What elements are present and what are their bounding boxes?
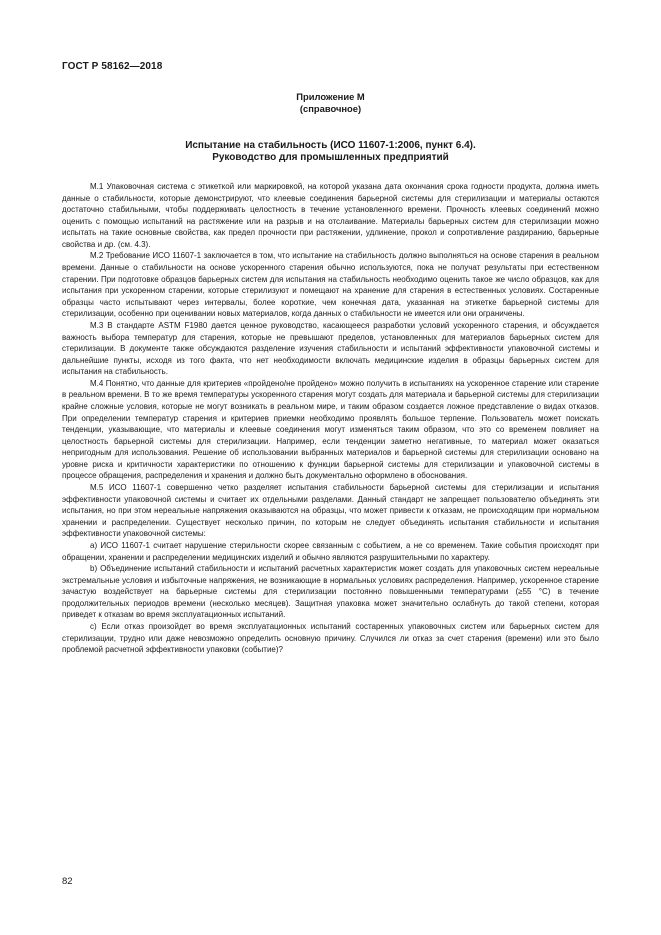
paragraph-m3: М.3 В стандарте ASTM F1980 дается ценное руководство, касающееся разработки условий ускоренного старения, и обсуждается важность выбора температур для старения, которые не превышают пределов, установленных для материалов барьерных систем для стерилизации. В документе также обсуждаются разделение изучения стабильности и испытаний эффективности упаковочной системы и дальнейшие пункты, исходя из того факта, что нет необходимости включать медицинские изделия в образцы барьерных систем для испытания на стабильность. bbox=[62, 320, 599, 377]
appendix-subtitle: (справочное) bbox=[299, 102, 362, 114]
list-item-b: b) Объединение испытаний стабильности и испытаний расчетных характеристик может создать для упаковочных систем нереальные экстремальные условия и избыточные напряжения, не возникающие в нормальных условиях распределения. Например, ускоренное старение зачастую воздействует на барьерные системы для стерилизации постоянно повышенными температурами (≥55 °С) в течение продолжительных периодов времени (несколько месяцев). Защитная упаковка может значительно ослабнуть до такой степени, которая приведет к отказам во время эксплуатационных испытаний. bbox=[62, 564, 599, 620]
section-title-line-1: Испытание на стабильность (ИСО 11607-1:2006, пункт 6.4). bbox=[185, 140, 476, 151]
section-title-line-2: Руководство для промышленных предприятий bbox=[212, 152, 449, 164]
page-number: 82 bbox=[62, 876, 73, 887]
paragraph-m2: М.2 Требование ИСО 11607-1 заключается в том, что испытание на стабильность должно выполняться на основе старения в реальном времени. Данные о стабильности на основе ускоренного старения обычно используются, пока не получат результаты при естественном старении. При подготовке образцов барьерных систем для испытания на стабильность необходимо оценить такое же число образцов, как для испытания при ускоренном старении, которые стерилизуют и помещают на хранение для старения в естественных условиях. Состаренные образцы часто испытывают через интервалы, более короткие, чем конечная дата, указанная на этикетке барьерной системы для стерилизации, особенно при оценивании новых материалов, когда данных о стабильности не имеется или они ограничены. bbox=[62, 251, 599, 319]
section-title bbox=[62, 140, 599, 165]
document-code: ГОСТ Р 58162—2018 bbox=[62, 61, 163, 72]
list-item-a: a) ИСО 11607-1 считает нарушение стерильности скорее связанным с событием, а не со временем. Такие события происходят при обращении, хранении и распределении медицинских изделий и обычно являются разрушительными по характеру. bbox=[62, 540, 599, 562]
list-item-c: c) Если отказ произойдет во время эксплуатационных испытаний состаренных упаковочных систем или барьерных систем для стерилизации, трудно или даже невозможно определить основную причину. Случился ли отказ за счет старения (времени) или это было проблемой расчетной эффективности упаковки (событие)? bbox=[62, 621, 599, 655]
paragraph-m5: М.5 ИСО 11607-1 совершенно четко разделяет испытания стабильности барьерной системы для стерилизации и испытания эффективности упаковочной системы и считает их отдельными разделами. Данный стандарт не запрещает пользователю объединять эти испытания, но при этом нереальные напряжения оказываются на образцы, что может привести к отказам, не происходящим при нормальном хранении и распределении. Существует несколько причин, по которым не следует объединять испытания стабильности и испытания эффективности упаковочной системы: bbox=[62, 483, 599, 539]
appendix-heading bbox=[62, 91, 599, 114]
paragraph-m4: М.4 Понятно, что данные для критериев «пройдено/не пройдено» можно получить в испытаниях на ускоренное старение или старение в реальном времени. В то же время температуры ускоренного старения могут создать для материала и барьерной системы для стерилизации крайне сложные условия, которые не могут возникать в реальном мире, и таким образом создается ложное представление о видах отказов. При определении температур старения и критериев приемки необходимо проявлять большое терпение. Пользователь может поискать тенденции, указывающие, что материалы и клеевые соединения могут изменяться таким образом, что это со временем повлияет на целостность барьерной системы для стерилизации. Например, если тенденции заметно негативные, то материал может оказаться непригодным для использования. Решение об использовании выбранных материалов и барьерной системы для стерилизации основано на уровне риска и критичности характеристики по отношению к функции барьерной системы для стерилизации и упаковочной системы в процессе обращения, распределения и хранения и должно быть документально оформлено в обоснования. bbox=[62, 378, 599, 481]
body-text bbox=[62, 181, 599, 656]
paragraph-m1: М.1 Упаковочная система с этикеткой или маркировкой, на которой указана дата окончания срока годности продукта, должна иметь данные о стабильности, которые демонстрируют, что клеевые соединения барьерной системы для стерилизации и материалы остаются достаточно стабильными, чтобы поддерживать целостность в течение установленного времени. Прочность клеевых соединений можно оценить с помощью испытаний на растяжение или на разрыв и на отслаивание. Материалы барьерных систем для стерилизации можно испытать на такие основные свойства, как предел прочности при растяжении, удлинение, прокол и сопротивление раздиранию, барьерные свойства и др. (см. 4.3). bbox=[62, 182, 599, 249]
appendix-title: Приложение М bbox=[296, 91, 365, 102]
